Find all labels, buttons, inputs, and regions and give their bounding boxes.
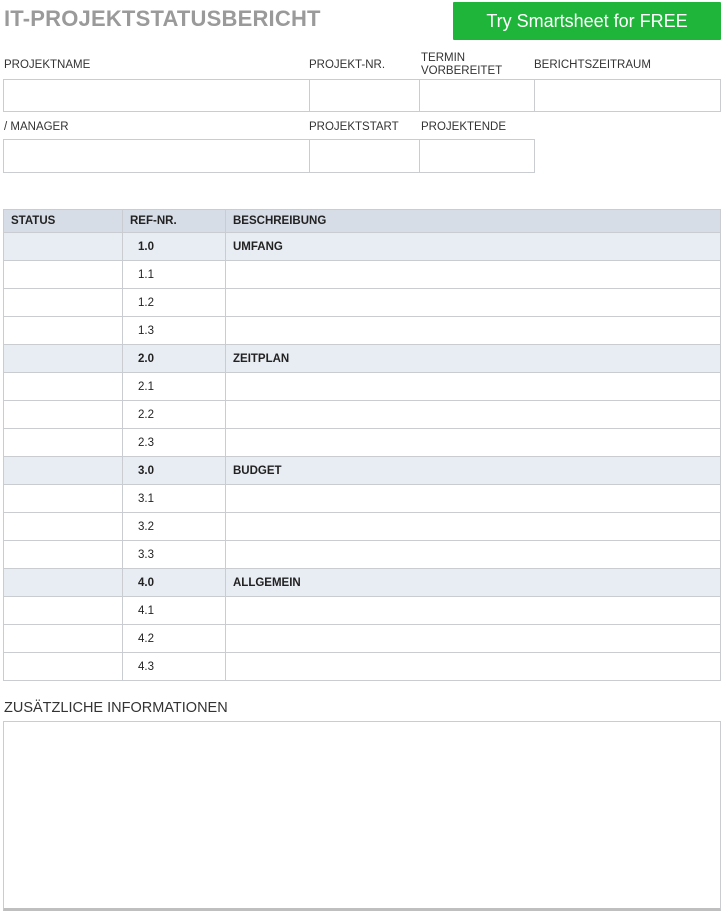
column-header-ref-nr: REF-NR. [123, 210, 226, 233]
ref-nr-cell: 2.2 [123, 401, 226, 429]
status-cell[interactable] [4, 289, 123, 317]
status-cell[interactable] [4, 373, 123, 401]
beschreibung-cell[interactable] [226, 513, 721, 541]
ref-nr-cell: 3.3 [123, 541, 226, 569]
projekt-nr-label: PROJEKT-NR. [309, 59, 386, 71]
status-cell[interactable] [4, 345, 123, 373]
projektstart-label: PROJEKTSTART [309, 121, 399, 133]
manager-label: / MANAGER [4, 121, 69, 133]
status-cell[interactable] [4, 261, 123, 289]
table-row [4, 485, 721, 513]
table-row [4, 233, 721, 261]
termin-vorbereitet-label [421, 52, 502, 78]
table-row [4, 597, 721, 625]
ref-nr-cell: 4.3 [123, 653, 226, 681]
beschreibung-cell[interactable] [226, 429, 721, 457]
ref-nr-cell: 4.0 [123, 569, 226, 597]
status-cell[interactable] [4, 317, 123, 345]
ref-nr-cell: 4.1 [123, 597, 226, 625]
table-row [4, 513, 721, 541]
beschreibung-cell[interactable] [226, 373, 721, 401]
projektende-label: PROJEKTENDE [421, 121, 506, 133]
beschreibung-cell: BUDGET [226, 457, 721, 485]
table-row [4, 429, 721, 457]
ref-nr-cell: 4.2 [123, 625, 226, 653]
table-row [4, 345, 721, 373]
zusaetzliche-informationen-heading: ZUSÄTZLICHE INFORMATIONEN [4, 700, 228, 716]
ref-nr-cell: 3.2 [123, 513, 226, 541]
status-cell[interactable] [4, 653, 123, 681]
manager-field[interactable] [3, 139, 310, 173]
berichtszeitraum-label: BERICHTSZEITRAUM [534, 59, 651, 71]
table-row [4, 653, 721, 681]
table-row [4, 317, 721, 345]
beschreibung-cell[interactable] [226, 401, 721, 429]
termin-label-line2: VORBEREITET [421, 65, 503, 77]
ref-nr-cell: 3.0 [123, 457, 226, 485]
ref-nr-cell: 2.3 [123, 429, 226, 457]
beschreibung-cell[interactable] [226, 317, 721, 345]
berichtszeitraum-field[interactable] [534, 79, 721, 112]
status-cell[interactable] [4, 429, 123, 457]
ref-nr-cell: 1.2 [123, 289, 226, 317]
beschreibung-cell: ALLGEMEIN [226, 569, 721, 597]
table-row [4, 541, 721, 569]
ref-nr-cell: 1.0 [123, 233, 226, 261]
beschreibung-cell[interactable] [226, 597, 721, 625]
status-cell[interactable] [4, 625, 123, 653]
beschreibung-cell[interactable] [226, 541, 721, 569]
table-row [4, 569, 721, 597]
termin-label-line1: TERMIN [421, 52, 466, 64]
beschreibung-cell: UMFANG [226, 233, 721, 261]
status-cell[interactable] [4, 597, 123, 625]
beschreibung-cell[interactable] [226, 261, 721, 289]
status-cell[interactable] [4, 457, 123, 485]
zusaetzliche-informationen-field[interactable] [3, 721, 721, 911]
ref-nr-cell: 3.1 [123, 485, 226, 513]
table-row [4, 401, 721, 429]
table-row [4, 289, 721, 317]
termin-vorbereitet-field[interactable] [419, 79, 535, 112]
projektname-field[interactable] [3, 79, 310, 112]
projektstart-field[interactable] [309, 139, 420, 173]
status-cell[interactable] [4, 485, 123, 513]
table-header-row [4, 210, 721, 233]
table-row [4, 457, 721, 485]
projekt-nr-field[interactable] [309, 79, 420, 112]
status-cell[interactable] [4, 233, 123, 261]
status-cell[interactable] [4, 513, 123, 541]
projektende-field[interactable] [419, 139, 535, 173]
status-table [3, 209, 721, 681]
beschreibung-cell[interactable] [226, 289, 721, 317]
ref-nr-cell: 1.3 [123, 317, 226, 345]
ref-nr-cell: 2.1 [123, 373, 226, 401]
beschreibung-cell[interactable] [226, 653, 721, 681]
table-row [4, 261, 721, 289]
table-row [4, 373, 721, 401]
projektname-label: PROJEKTNAME [4, 59, 91, 71]
column-header-status: STATUS [4, 210, 123, 233]
ref-nr-cell: 1.1 [123, 261, 226, 289]
beschreibung-cell[interactable] [226, 625, 721, 653]
column-header-beschreibung: BESCHREIBUNG [226, 210, 721, 233]
page-title: IT-PROJEKTSTATUSBERICHT [4, 6, 321, 31]
status-cell[interactable] [4, 401, 123, 429]
status-cell[interactable] [4, 569, 123, 597]
status-cell[interactable] [4, 541, 123, 569]
status-table-body [4, 233, 721, 681]
beschreibung-cell[interactable] [226, 485, 721, 513]
beschreibung-cell: ZEITPLAN [226, 345, 721, 373]
table-row [4, 625, 721, 653]
try-smartsheet-button[interactable]: Try Smartsheet for FREE [453, 2, 721, 40]
ref-nr-cell: 2.0 [123, 345, 226, 373]
